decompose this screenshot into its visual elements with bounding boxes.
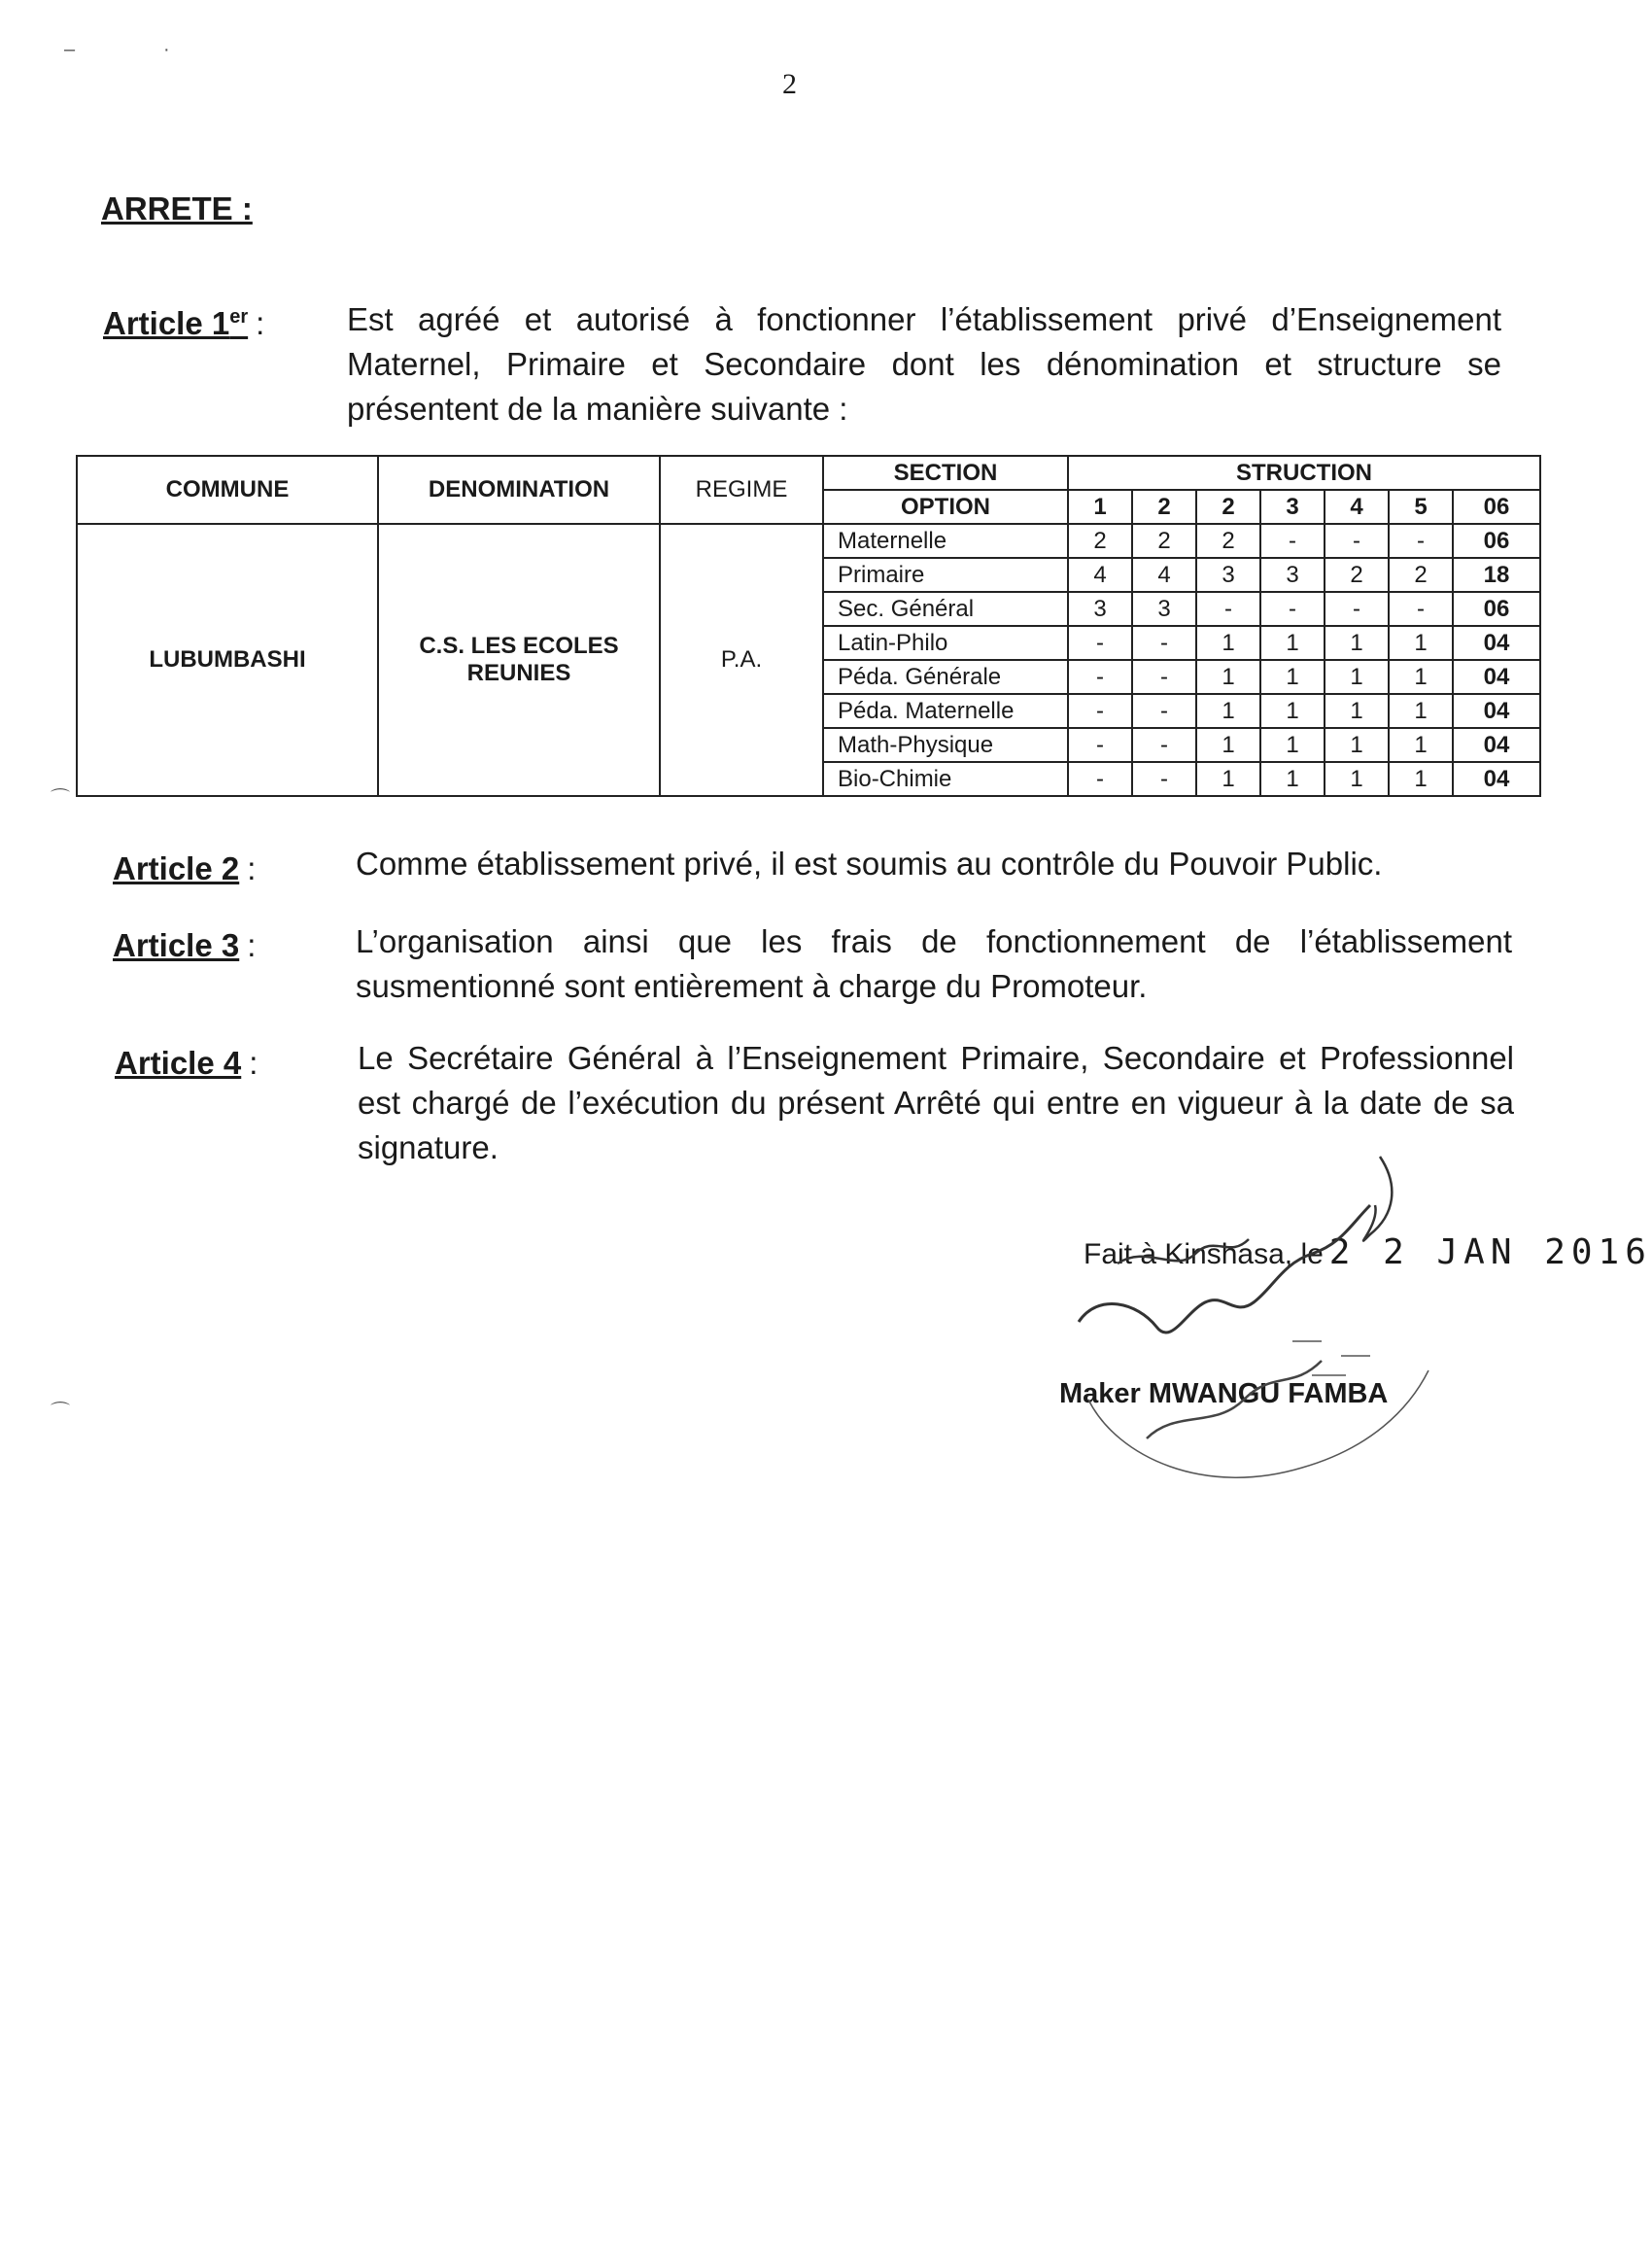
cell-value: 1 (1196, 762, 1260, 796)
cell-value: 1 (1389, 694, 1453, 728)
cell-total: 04 (1453, 762, 1540, 796)
article4-label: Article 4 : (115, 1045, 258, 1081)
header-col: 2 (1132, 490, 1196, 524)
cell-value: 1 (1260, 660, 1325, 694)
cell-value: - (1132, 728, 1196, 762)
scan-mark: · (163, 39, 170, 60)
cell-value: 1 (1325, 728, 1389, 762)
cell-value: 1 (1325, 694, 1389, 728)
cell-total: 06 (1453, 524, 1540, 558)
header-col: 4 (1325, 490, 1389, 524)
cell-value: - (1068, 660, 1132, 694)
header-col: 5 (1389, 490, 1453, 524)
article1-label: Article 1er : (103, 305, 265, 341)
cell-value: 1 (1196, 728, 1260, 762)
cell-value: 1 (1260, 626, 1325, 660)
cell-value: - (1068, 626, 1132, 660)
cell-option: Math-Physique (823, 728, 1068, 762)
cell-total: 04 (1453, 728, 1540, 762)
cell-value: 3 (1068, 592, 1132, 626)
cell-value: - (1325, 524, 1389, 558)
cell-commune: LUBUMBASHI (77, 524, 378, 796)
cell-value: 1 (1260, 728, 1325, 762)
cell-option: Maternelle (823, 524, 1068, 558)
cell-regime: P.A. (660, 524, 823, 796)
cell-value: - (1132, 762, 1196, 796)
header-section: SECTION (823, 456, 1068, 490)
cell-value: 2 (1132, 524, 1196, 558)
article3-label: Article 3 : (113, 927, 257, 963)
cell-option: Bio-Chimie (823, 762, 1068, 796)
cell-option: Péda. Générale (823, 660, 1068, 694)
cell-denomination: C.S. LES ECOLES REUNIES (378, 524, 660, 796)
cell-value: - (1389, 524, 1453, 558)
cell-value: - (1132, 694, 1196, 728)
date-stamp: 2 2 JAN 2016 (1328, 1232, 1652, 1272)
cell-value: - (1196, 592, 1260, 626)
header-option: OPTION (823, 490, 1068, 524)
cell-value: 2 (1068, 524, 1132, 558)
cell-value: - (1132, 626, 1196, 660)
cell-option: Primaire (823, 558, 1068, 592)
cell-total: 04 (1453, 660, 1540, 694)
cell-value: - (1068, 694, 1132, 728)
cell-total: 18 (1453, 558, 1540, 592)
header-col: 06 (1453, 490, 1540, 524)
cell-value: 1 (1260, 694, 1325, 728)
cell-value: 2 (1389, 558, 1453, 592)
cell-value: 1 (1196, 694, 1260, 728)
cell-value: - (1068, 728, 1132, 762)
structure-table (76, 455, 1541, 797)
header-denomination: DENOMINATION (378, 456, 660, 524)
article1-text: Est agréé et autorisé à fonctionner l’établissement privé d’Enseignement Maternel, Primaire et Secondaire dont les dénomination et structure se présentent de la manière suivante : (347, 301, 1501, 427)
cell-total: 06 (1453, 592, 1540, 626)
signatory-name: Maker MWANGU FAMBA (1059, 1378, 1389, 1409)
cell-value: - (1260, 592, 1325, 626)
cell-total: 04 (1453, 626, 1540, 660)
cell-value: 2 (1325, 558, 1389, 592)
arrete-title: ARRETE : (101, 190, 253, 226)
cell-total: 04 (1453, 694, 1540, 728)
cell-value: 2 (1196, 524, 1260, 558)
cell-value: 1 (1325, 762, 1389, 796)
article2-label: Article 2 : (113, 850, 257, 886)
header-col: 3 (1260, 490, 1325, 524)
article4-text: Le Secrétaire Général à l’Enseignement Primaire, Secondaire et Professionnel est chargé de l’exécution du présent Arrêté qui entre en vigueur à la date de sa signature. (358, 1040, 1514, 1165)
scan-mark: ⌒ (51, 1402, 70, 1423)
page-number: 2 (782, 68, 797, 100)
header-commune: COMMUNE (77, 456, 378, 524)
header-col: 2 (1196, 490, 1260, 524)
cell-option: Latin-Philo (823, 626, 1068, 660)
cell-value: 4 (1132, 558, 1196, 592)
cell-value: 1 (1196, 660, 1260, 694)
header-struction: STRUCTION (1068, 456, 1540, 490)
cell-value: 1 (1325, 660, 1389, 694)
cell-option: Péda. Maternelle (823, 694, 1068, 728)
cell-value: 1 (1389, 660, 1453, 694)
cell-value: 1 (1389, 626, 1453, 660)
scan-mark: ⌒ (51, 788, 70, 810)
fait-a-line: Fait à Kinshasa, le 2 2 JAN 2016 (1084, 1232, 1652, 1272)
cell-value: - (1132, 660, 1196, 694)
table-row (77, 524, 1540, 558)
cell-value: 1 (1389, 762, 1453, 796)
cell-value: - (1389, 592, 1453, 626)
cell-value: 3 (1132, 592, 1196, 626)
cell-value: - (1068, 762, 1132, 796)
header-col: 1 (1068, 490, 1132, 524)
cell-value: 1 (1325, 626, 1389, 660)
cell-value: 3 (1196, 558, 1260, 592)
cell-value: - (1260, 524, 1325, 558)
article3-text: L’organisation ainsi que les frais de fonctionnement de l’établissement susmentionné sont entièrement à charge du Promoteur. (356, 923, 1512, 1004)
handwritten-signature (1059, 1147, 1467, 1555)
cell-option: Sec. Général (823, 592, 1068, 626)
header-regime: REGIME (660, 456, 823, 524)
cell-value: 4 (1068, 558, 1132, 592)
cell-value: 1 (1260, 762, 1325, 796)
article2-text: Comme établissement privé, il est soumis au contrôle du Pouvoir Public. (356, 846, 1383, 882)
cell-value: 1 (1196, 626, 1260, 660)
cell-value: 3 (1260, 558, 1325, 592)
cell-value: - (1325, 592, 1389, 626)
cell-value: 1 (1389, 728, 1453, 762)
scan-mark: – (64, 39, 76, 60)
